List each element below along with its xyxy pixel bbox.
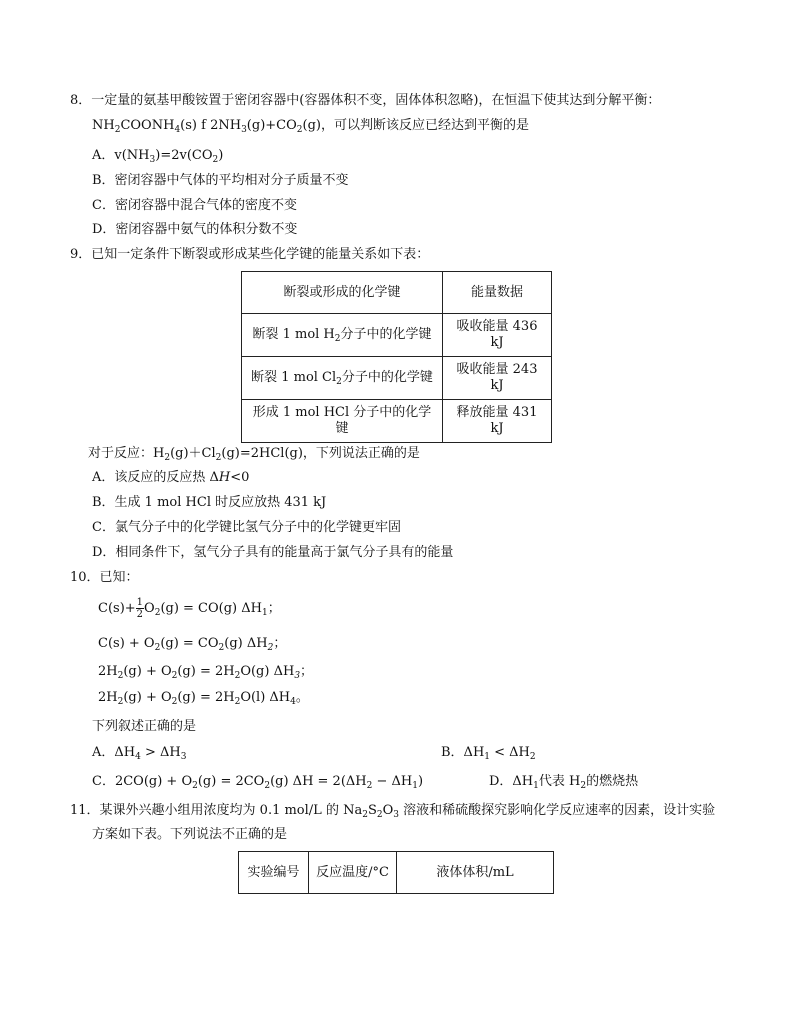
q10-stem: 10．已知： (70, 570, 139, 585)
table-header-cell: 断裂或形成的化学键 (242, 272, 443, 314)
table-cell: 断裂 1 mol $Cl_2$分子中的化学键 (242, 357, 443, 400)
q10-prompt: 下列叙述正确的是 (92, 719, 197, 734)
table-cell: 吸收能量 243 kJ (443, 357, 552, 400)
table-header-cell: 反应温度/°C (309, 852, 397, 894)
q11-stem-line-1: 11．某课外兴趣小组用浓度均为 0.1 mol/L 的 $Na_2S_2O_3$ 溶液和稀硫酸探究影响化学反应速率的因素，设计实验 (70, 803, 716, 820)
q8-equation: $NH_2COONH_4(s)$ f $2NH_3(g)+CO_2(g)$，可以判断该反应已经达到平衡的是 (92, 118, 529, 135)
q9-stem: 9．已知一定条件下断裂或形成某些化学键的能量关系如下表： (70, 247, 430, 262)
table-header-cell: 实验编号 (239, 852, 309, 894)
table-header-row (242, 272, 552, 314)
q9-reaction: 对于反应：$H_2(g)+Cl_2(g)=2HCl(g)$，下列说法正确的是 (88, 446, 420, 463)
table-cell: 形成 1 mol HCl 分子中的化学键 (242, 400, 443, 443)
q11-stem-line-2: 方案如下表。下列说法不正确的是 (92, 827, 288, 842)
table-row (242, 400, 552, 443)
q10-option-d: D．$\Delta H_1$代表 $H_2$的燃烧热 (489, 774, 639, 791)
q10-option-c: C．$2CO(g) + O_2(g) = 2CO_2(g) \Delta H = 2(\Delta H_2 - \Delta H_1)$ (92, 774, 424, 791)
table-header-cell: 液体体积/mL (397, 852, 554, 894)
table-cell: 吸收能量 436 kJ (443, 314, 552, 357)
table-cell: 断裂 1 mol $H_2$分子中的化学键 (242, 314, 443, 357)
q9-option-c: C．氯气分子中的化学键比氢气分子中的化学键更牢固 (92, 520, 401, 535)
experiment-table (238, 851, 554, 894)
energy-table (241, 271, 552, 443)
q9-option-d: D．相同条件下，氢气分子具有的能量高于氯气分子具有的能量 (92, 545, 454, 560)
q8-option-b: B．密闭容器中气体的平均相对分子质量不变 (92, 173, 349, 188)
q10-equation-1: C(s)+ $\frac{1}{2}$ $O_2(g) = CO(g)$ $\Delta H_1$； (98, 597, 281, 620)
q8-option-a: A．$v(NH_3)=2v(CO_2)$ (92, 148, 224, 165)
table-row (242, 314, 552, 357)
q10-equation-2: $C(s) + O_2(g) = CO_2(g)$ $\Delta H_2$； (98, 636, 287, 653)
q10-equation-3: $2H_2(g) + O_2(g) = 2H_2O(g)$ $\Delta H_3$； (98, 664, 314, 681)
q9-option-b: B．生成 1 mol HCl 时反应放热 431 kJ (92, 495, 327, 510)
table-header-row (239, 852, 554, 894)
table-header-cell: 能量数据 (443, 272, 552, 314)
q10-option-b: B．$\Delta H_1 < \Delta H_2$ (441, 745, 536, 762)
q9-option-a: A．该反应的反应热 ΔH<0 (92, 470, 250, 485)
table-row (242, 357, 552, 400)
q8-stem: 8．一定量的氨基甲酸铵置于密闭容器中(容器体积不变，固体体积忽略)，在恒温下使其达到分解平衡： (70, 93, 661, 108)
q8-option-d: D．密闭容器中氨气的体积分数不变 (92, 222, 298, 237)
q10-equation-4: $2H_2(g) + O_2(g) = 2H_2O(l)$ $\Delta H_4$。 (98, 690, 309, 707)
table-cell: 释放能量 431 kJ (443, 400, 552, 443)
q8-option-c: C．密闭容器中混合气体的密度不变 (92, 198, 297, 213)
q10-option-a: A．$\Delta H_4 > \Delta H_3$ (92, 745, 187, 762)
fraction: $\frac{1}{2}$ (136, 597, 144, 620)
